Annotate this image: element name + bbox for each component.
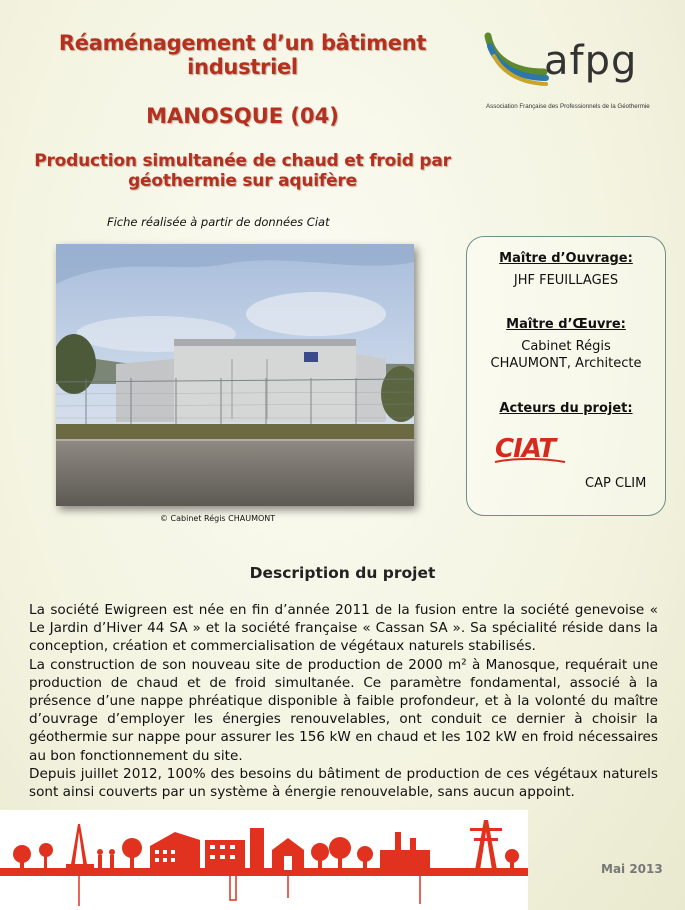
cap-clim-actor: CAP CLIM bbox=[585, 476, 647, 491]
afpg-swoosh-icon bbox=[482, 28, 552, 88]
ciat-logo bbox=[493, 431, 569, 465]
architect-label: Maître d’Œuvre: bbox=[506, 317, 626, 332]
publication-date: Mai 2013 bbox=[601, 862, 663, 876]
owner-label: Maître d’Ouvrage: bbox=[499, 251, 633, 266]
afpg-wordmark: afpg bbox=[544, 38, 638, 84]
description-paragraph: La société Ewigreen est née en fin d’année 2011 de la fusion entre la société genevoise « Le Jardin d’Hiver 44 SA » et la société française « Cassan SA ». Sa spécialité réside dans la conception, création et commercialisation de végétaux naturels stabilisés. bbox=[29, 602, 658, 655]
subtitle: Production simultanée de chaud et froid par géothermie sur aquifère bbox=[34, 151, 451, 191]
geothermal-city-banner bbox=[0, 810, 528, 910]
source-note: Fiche réalisée à partir de données Ciat bbox=[107, 215, 330, 229]
architect-value-line2: CHAUMONT, Architecte bbox=[490, 356, 642, 371]
description-heading: Description du projet bbox=[249, 564, 436, 582]
project-info-box bbox=[466, 236, 666, 516]
photo-credit: © Cabinet Régis CHAUMONT bbox=[160, 514, 276, 523]
description-paragraph: Depuis juillet 2012, 100% des besoins du bâtiment de production de ces végétaux naturels sont ainsi couverts par un système à énergie renouvelable, sans aucun appoint. bbox=[29, 765, 658, 801]
description-body bbox=[29, 601, 658, 801]
owner-value: JHF FEUILLAGES bbox=[513, 273, 619, 288]
ciat-logo-text: CIAT bbox=[495, 434, 556, 464]
document-title: Réaménagement d’un bâtiment industriel bbox=[58, 31, 427, 79]
afpg-logo bbox=[482, 28, 662, 120]
architect-value-line1: Cabinet Régis bbox=[521, 339, 611, 354]
location-title: MANOSQUE (04) bbox=[146, 104, 339, 128]
description-paragraph: La construction de son nouveau site de production de 2000 m² à Manosque, requérait une production de chaud et de froid simultanée. Ce paramètre fondamental, associé à la présence d’une nappe phréatique disponible à faible profondeur, et à la volonté du maître d’ouvrage d’employer les énergies renouvelables, ont conduit ce dernier à choisir la géothermie sur nappe pour assurer les 156 kW en chaud et les 102 kW en froid nécessaires au bon fonctionnement du site. bbox=[29, 656, 658, 764]
actors-label: Acteurs du projet: bbox=[499, 401, 633, 416]
afpg-tagline: Association Française des Professionnels de la Géothermie bbox=[486, 103, 650, 110]
building-photo bbox=[56, 244, 414, 506]
